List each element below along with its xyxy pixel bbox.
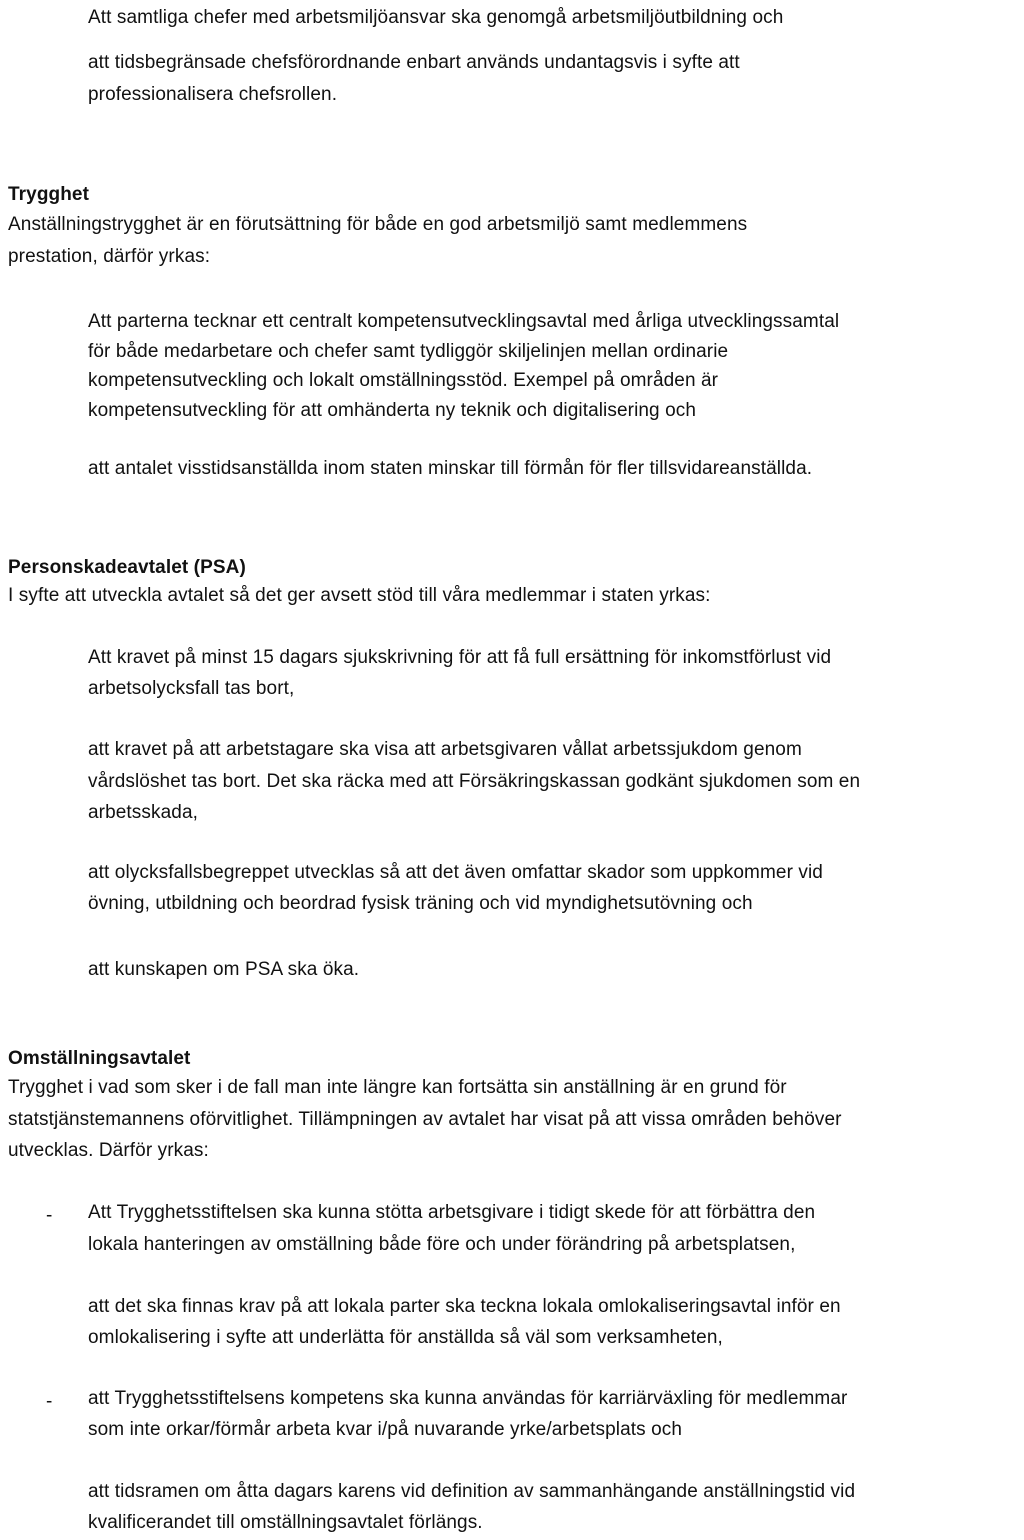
trygghet-p1-line-2: för både medarbetare och chefer samt tydliggör skiljelinjen mellan ordinarie (88, 341, 729, 362)
trygghet-intro-line-2: prestation, därför yrkas: (8, 246, 211, 267)
trygghet-p2-line-1: att antalet visstidsanställda inom staten minskar till förmån för fler tillsvidareanställda. (88, 458, 813, 479)
omstallning-b4-line-1: att tidsramen om åtta dagars karens vid definition av sammanhängande anställningstid vid (88, 1481, 856, 1502)
psa-p1-line-1: Att kravet på minst 15 dagars sjukskrivning för att få full ersättning för inkomstförlust vid (88, 647, 832, 668)
psa-p2-line-1: att kravet på att arbetstagare ska visa att arbetsgivaren vållat arbetssjukdom genom (88, 739, 802, 760)
intro-line-1: Att samtliga chefer med arbetsmiljöansvar ska genomgå arbetsmiljöutbildning och (88, 7, 784, 28)
psa-intro-line-1: I syfte att utveckla avtalet så det ger avsett stöd till våra medlemmar i staten yrkas: (8, 585, 711, 606)
bullet-dash-1: - (46, 1205, 53, 1226)
omstallning-intro-line-3: utvecklas. Därför yrkas: (8, 1140, 209, 1161)
omstallning-intro-line-1: Trygghet i vad som sker i de fall man inte längre kan fortsätta sin anställning är en grund för (8, 1077, 787, 1098)
psa-p2-line-3: arbetsskada, (88, 802, 198, 823)
intro-line-3: professionalisera chefsrollen. (88, 84, 338, 105)
heading-psa: Personskadeavtalet (PSA) (8, 557, 246, 578)
psa-p3-line-1: att olycksfallsbegreppet utvecklas så att det även omfattar skador som uppkommer vid (88, 862, 823, 883)
psa-p3-line-2: övning, utbildning och beordrad fysisk träning och vid myndighetsutövning och (88, 893, 753, 914)
psa-p4-line-1: att kunskapen om PSA ska öka. (88, 959, 360, 980)
trygghet-p1-line-3: kompetensutveckling och lokalt omställningsstöd. Exempel på områden är (88, 370, 719, 391)
omstallning-intro-line-2: statstjänstemannens oförvitlighet. Tillämpningen av avtalet har visat på att vissa områden behöver (8, 1109, 842, 1130)
trygghet-p1-line-1: Att parterna tecknar ett centralt kompetensutvecklingsavtal med årliga utvecklingssamtal (88, 311, 840, 332)
trygghet-intro-line-1: Anställningstrygghet är en förutsättning för både en god arbetsmiljö samt medlemmens (8, 214, 748, 235)
intro-line-2: att tidsbegränsade chefsförordnande enbart används undantagsvis i syfte att (88, 52, 740, 73)
omstallning-b4-line-2: kvalificerandet till omställningsavtalet förlängs. (88, 1512, 483, 1533)
omstallning-b3-line-1: att Trygghetsstiftelsens kompetens ska kunna användas för karriärväxling för medlemmar (88, 1388, 848, 1409)
omstallning-b3-line-2: som inte orkar/förmår arbeta kvar i/på nuvarande yrke/arbetsplats och (88, 1419, 683, 1440)
heading-omstallning: Omställningsavtalet (8, 1048, 191, 1069)
heading-trygghet: Trygghet (8, 184, 90, 205)
psa-p1-line-2: arbetsolycksfall tas bort, (88, 678, 295, 699)
bullet-dash-2: - (46, 1391, 53, 1412)
psa-p2-line-2: vårdslöshet tas bort. Det ska räcka med att Försäkringskassan godkänt sjukdomen som en (88, 771, 861, 792)
omstallning-b2-line-1: att det ska finnas krav på att lokala parter ska teckna lokala omlokaliseringsavtal inför en (88, 1296, 841, 1317)
trygghet-p1-line-4: kompetensutveckling för att omhänderta ny teknik och digitalisering och (88, 400, 697, 421)
omstallning-b1-line-2: lokala hanteringen av omställning både före och under förändring på arbetsplatsen, (88, 1234, 796, 1255)
omstallning-b1-line-1: Att Trygghetsstiftelsen ska kunna stötta arbetsgivare i tidigt skede för att förbättra den (88, 1202, 816, 1223)
omstallning-b2-line-2: omlokalisering i syfte att underlätta för anställda så väl som verksamheten, (88, 1327, 723, 1348)
